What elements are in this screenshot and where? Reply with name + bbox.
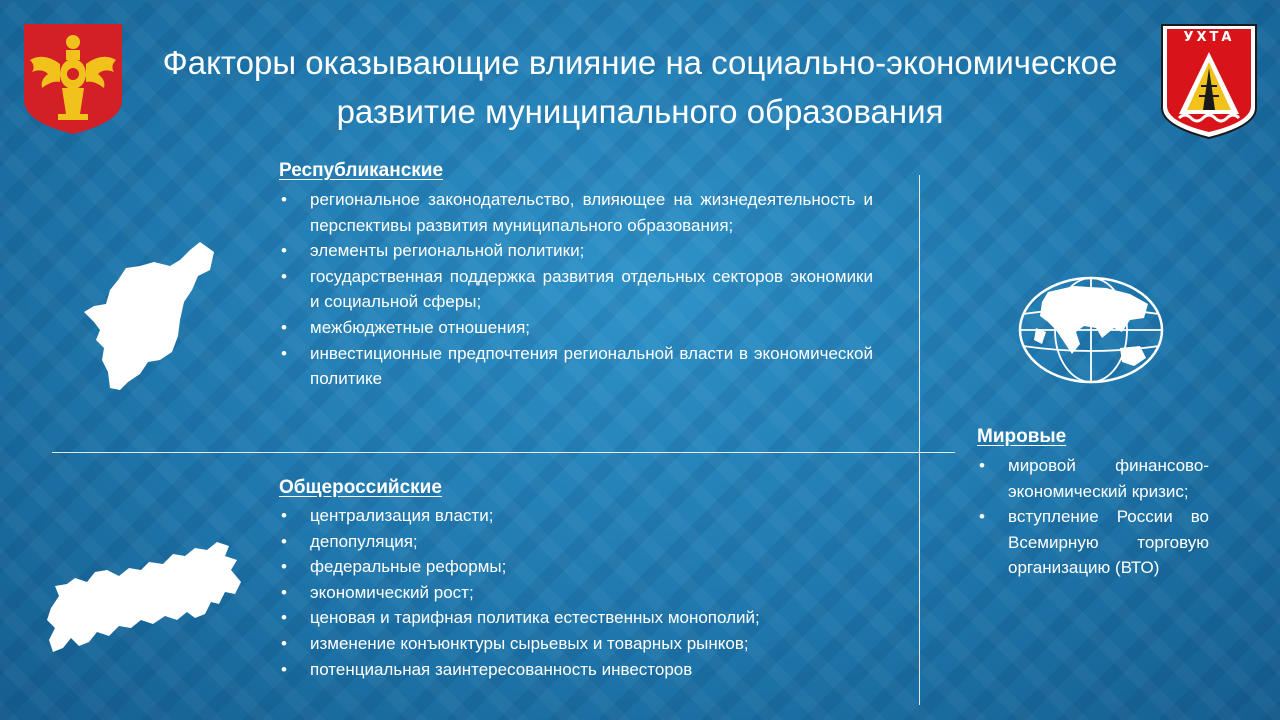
list-item: • мировой финансово-экономический кризис; <box>977 453 1209 504</box>
world-heading: Мировые <box>977 426 1067 447</box>
vertical-divider <box>919 175 920 705</box>
list-item: • региональное законодательство, влияющее на жизнедеятельность и перспективы развития муниципального образования; <box>279 187 873 238</box>
list-item: • элементы региональной политики; <box>279 238 873 264</box>
list-item: • федеральные реформы; <box>279 554 879 580</box>
list-item: • государственная поддержка развития отдельных секторов экономики и социальной сферы; <box>279 264 873 315</box>
list-item: • вступление России во Всемирную торговую организацию (ВТО) <box>977 504 1209 581</box>
republic-heading: Республиканские <box>279 160 444 181</box>
russia-heading: Общероссийские <box>279 477 442 498</box>
list-item: • централизация власти; <box>279 503 879 529</box>
russia-list <box>279 503 879 682</box>
list-item: • потенциальная заинтересованность инвесторов <box>279 657 879 683</box>
globe-icon <box>1018 276 1164 384</box>
russia-map-icon <box>45 540 245 658</box>
list-item: • ценовая и тарифная политика естественных монополий; <box>279 605 879 631</box>
list-item: • изменение конъюнктуры сырьевых и товарных рынков; <box>279 631 879 657</box>
list-item: • экономический рост; <box>279 580 879 606</box>
ukhta-coat-of-arms-icon <box>1159 22 1259 140</box>
ukhta-label: УХТА <box>1183 30 1235 45</box>
republic-list <box>279 187 873 392</box>
list-item: • инвестиционные предпочтения региональной власти в экономической политике <box>279 341 873 392</box>
list-item: • депопуляция; <box>279 529 879 555</box>
komi-coat-of-arms-icon <box>22 22 124 136</box>
world-list <box>977 453 1209 581</box>
list-item: • межбюджетные отношения; <box>279 315 873 341</box>
horizontal-divider <box>52 452 955 453</box>
page-title: Факторы оказывающие влияние на социально-экономическое развитие муниципального образования <box>162 44 1118 130</box>
komi-republic-map-icon <box>80 240 216 392</box>
